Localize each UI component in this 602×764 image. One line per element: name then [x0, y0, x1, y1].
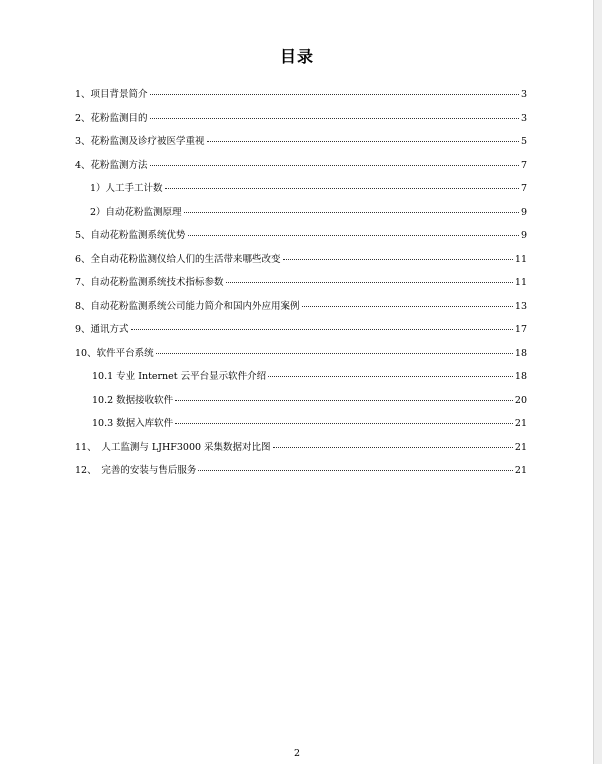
toc-leader-dots: [175, 423, 513, 424]
toc-entry-page: 5: [520, 136, 527, 147]
toc-entry-label: 7、自动花粉监测系统技术指标参数: [75, 277, 224, 288]
toc-leader-dots: [165, 188, 519, 189]
toc-entry-page: 7: [520, 159, 527, 171]
toc-entry-page: 21: [514, 418, 527, 429]
toc-leader-dots: [184, 212, 519, 213]
toc-subentry[interactable]: [75, 206, 527, 230]
toc-subentry[interactable]: [75, 370, 527, 394]
toc-entry[interactable]: [75, 135, 527, 159]
toc-entry[interactable]: [75, 441, 527, 465]
toc-entry-page: 21: [514, 465, 527, 476]
toc-leader-dots: [188, 235, 519, 236]
toc-title: 目录: [279, 47, 314, 66]
toc-leader-dots: [150, 118, 519, 119]
toc-leader-dots: [131, 329, 513, 330]
toc-leader-dots: [268, 376, 513, 377]
toc-entry-page: 13: [514, 300, 527, 312]
toc-entry[interactable]: [75, 229, 527, 253]
toc-entry-page: 3: [520, 89, 527, 100]
toc-entry-label: 10.3 数据入库软件: [92, 418, 174, 429]
toc-leader-dots: [226, 282, 513, 283]
toc-entry-page: 20: [514, 394, 527, 406]
toc-entry-label: 6、全自动花粉监测仪给人们的生活带来哪些改变: [75, 253, 281, 265]
page-edge: [593, 0, 602, 764]
toc-entry-page: 21: [514, 441, 527, 453]
toc-entry-label: 1、项目背景简介: [75, 89, 148, 100]
toc-entry-page: 9: [520, 206, 527, 218]
toc-entry[interactable]: [75, 464, 527, 488]
toc-entry-label: 2、花粉监测目的: [75, 112, 148, 124]
toc-leader-dots: [198, 470, 513, 471]
toc-entry[interactable]: [75, 347, 527, 371]
toc-entry-page: 18: [514, 347, 527, 359]
toc-entry[interactable]: [75, 159, 527, 183]
toc-entry-page: 17: [514, 324, 527, 335]
toc-entry-label: 9、通讯方式: [75, 324, 129, 335]
toc-entry-label: 10.1 专业 Internet 云平台显示软件介绍: [92, 371, 267, 382]
toc-entry[interactable]: [75, 253, 527, 277]
toc-leader-dots: [150, 165, 519, 166]
toc-entry[interactable]: [75, 276, 527, 300]
toc-leader-dots: [207, 141, 519, 142]
page-number: 2: [293, 748, 301, 759]
toc-entry[interactable]: [75, 112, 527, 136]
toc-entry-label: 4、花粉监测方法: [75, 159, 148, 171]
toc-entry[interactable]: [75, 300, 527, 324]
toc-entry-label: 1）人工手工计数: [90, 183, 163, 194]
toc-leader-dots: [156, 353, 513, 354]
toc-entry-page: 7: [520, 183, 527, 194]
toc-entry-label: 12、 完善的安装与售后服务: [75, 465, 197, 476]
toc-entry-label: 8、自动花粉监测系统公司能力简介和国内外应用案例: [75, 300, 300, 312]
toc-entry-label: 11、 人工监测与 LJHF3000 采集数据对比图: [75, 441, 271, 453]
toc-entry[interactable]: [75, 323, 527, 347]
toc-entry-page: 11: [514, 277, 527, 288]
toc-entry[interactable]: [75, 88, 527, 112]
toc-entry-page: 9: [520, 230, 527, 241]
toc-entry-label: 10、软件平台系统: [75, 347, 154, 359]
toc-entry-page: 11: [514, 253, 527, 265]
toc-subentry[interactable]: [75, 417, 527, 441]
toc-leader-dots: [150, 94, 519, 95]
toc-entry-label: 2）自动花粉监测原理: [90, 206, 182, 218]
toc-entry-label: 5、自动花粉监测系统优势: [75, 230, 186, 241]
toc-leader-dots: [273, 447, 513, 448]
toc-leader-dots: [283, 259, 513, 260]
toc-entry-page: 3: [520, 112, 527, 124]
toc-subentry[interactable]: [75, 394, 527, 418]
toc-subentry[interactable]: [75, 182, 527, 206]
toc-leader-dots: [175, 400, 513, 401]
toc-entry-page: 18: [514, 371, 527, 382]
toc-entry-label: 3、花粉监测及诊疗被医学重视: [75, 136, 205, 147]
toc-leader-dots: [302, 306, 513, 307]
toc-entry-label: 10.2 数据接收软件: [92, 394, 174, 406]
toc-list: [75, 88, 527, 488]
